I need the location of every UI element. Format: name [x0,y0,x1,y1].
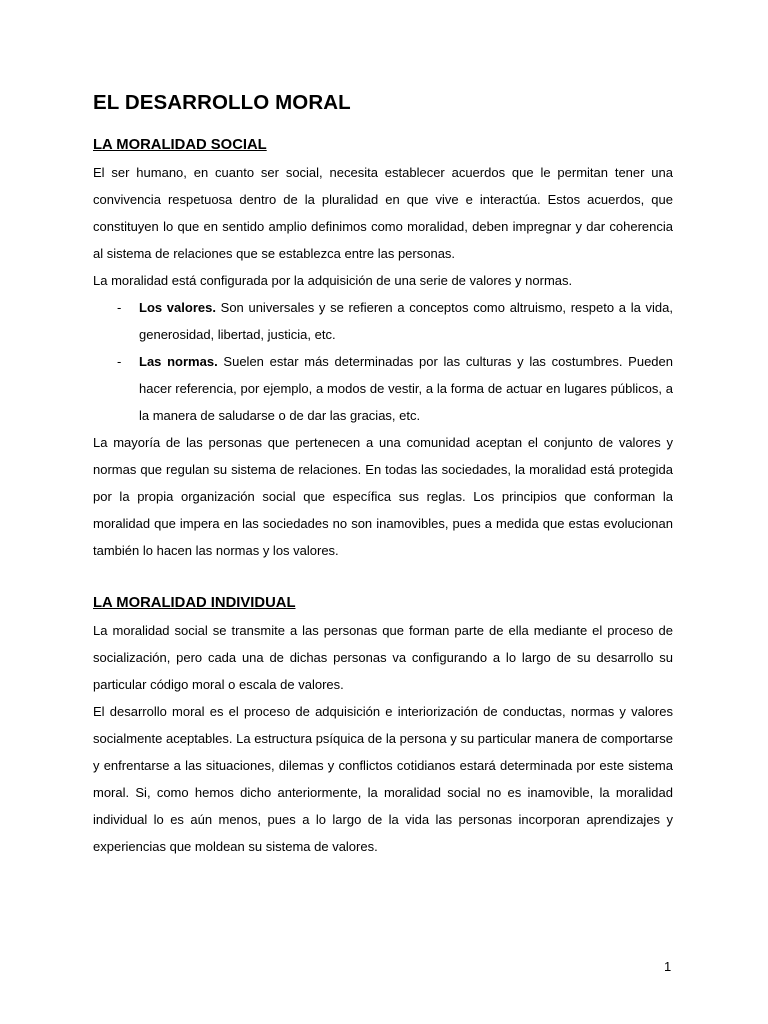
list-bullet: - [117,300,122,315]
list-item [117,294,673,348]
list-item-term: Las normas. [139,354,218,369]
paragraph: El ser humano, en cuanto ser social, necesita establecer acuerdos que le permitan tener una convivencia respetuosa dentro de la pluralidad en que vive e interactúa. Estos acuerdos, que constituyen lo que en sentido amplio definimos como moralidad, deben impregnar y dar coherencia al sistema de relaciones que se establezca entre las personas. [93,165,673,261]
section-heading-moralidad-social: LA MORALIDAD SOCIAL [93,137,267,153]
list-item-term: Los valores. [139,300,216,315]
values-norms-list [93,294,673,429]
paragraph: La mayoría de las personas que pertenecen a una comunidad aceptan el conjunto de valores y normas que regulan su sistema de relaciones. En todas las sociedades, la moralidad está protegida por la propia organización social que específica sus reglas. Los principios que conforman la moralidad que impera en las sociedades no son inamovibles, pues a medida que estas evolucionan también lo hacen las normas y los valores. [93,435,673,558]
document-title: EL DESARROLLO MORAL [93,91,351,114]
list-item-text: Son universales y se refieren a conceptos como altruismo, respeto a la vida, generosidad, libertad, justicia, etc. [139,300,673,342]
page-content [93,88,673,860]
paragraph: La moralidad social se transmite a las personas que forman parte de ella mediante el proceso de socialización, pero cada una de dichas personas va configurando a lo largo de su desarrollo su particular código moral o escala de valores. [93,623,673,692]
list-item [117,348,673,429]
paragraph: El desarrollo moral es el proceso de adquisición e interiorización de conductas, normas y valores socialmente aceptables. La estructura psíquica de la persona y su particular manera de comportarse y enfrentarse a las situaciones, dilemas y conflictos cotidianos estará determinada por este sistema moral. Si, como hemos dicho anteriormente, la moralidad social no es inamovible, la moralidad individual lo es aún menos, pues a lo largo de la vida las personas incorporan aprendizajes y experiencias que moldean su sistema de valores. [93,704,673,854]
list-item-text: Suelen estar más determinadas por las culturas y las costumbres. Pueden hacer referencia, por ejemplo, a modos de vestir, a la forma de actuar en lugares públicos, a la manera de saludarse o de dar las gracias, etc. [139,354,673,423]
list-bullet: - [117,354,122,369]
page-number: 1 [664,959,672,974]
paragraph: La moralidad está configurada por la adquisición de una serie de valores y normas. [93,273,573,288]
section-heading-moralidad-individual: LA MORALIDAD INDIVIDUAL [93,595,296,611]
